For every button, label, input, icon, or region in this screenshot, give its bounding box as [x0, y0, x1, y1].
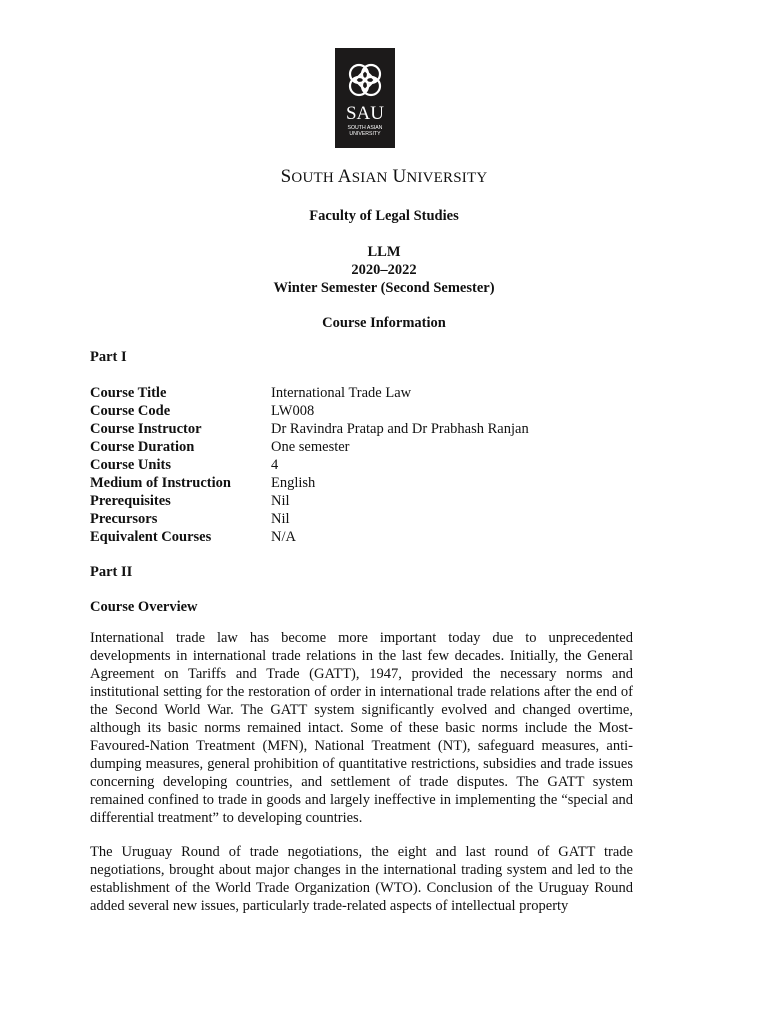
info-label: Medium of Instruction [90, 475, 231, 491]
info-value: Nil [271, 511, 290, 527]
info-label: Prerequisites [90, 493, 171, 509]
program-years: 2020–2022 [351, 262, 417, 278]
course-information-heading: Course Information [322, 315, 446, 331]
university-name-rest-2: SIAN [351, 170, 388, 186]
info-label: Course Duration [90, 439, 195, 455]
university-name-initial-3: U [392, 166, 407, 187]
university-name-initial-1: S [280, 166, 292, 187]
logo-abbreviation: SAU [345, 103, 385, 124]
info-value: Dr Ravindra Pratap and Dr Prabhash Ranjan [271, 421, 529, 437]
part-1-heading: Part I [90, 349, 127, 365]
info-label: Course Units [90, 457, 171, 473]
faculty-name: Faculty of Legal Studies [309, 208, 459, 224]
overview-paragraph-2: The Uruguay Round of trade negotiations, the eight and last round of GATT trade negotiations, brought about major changes in the international trading system and led to the establishment of the World Trade Organization (WTO). Conclusion of the Uruguay Round added several new issues, particularly trade-related aspects of intellectual property [90, 844, 633, 914]
info-value: International Trade Law [271, 385, 412, 401]
info-value: Nil [271, 493, 290, 509]
overview-paragraph-1: International trade law has become more important today due to unprecedented developments in international trade relations in the last few decades. Initially, the General Agreement on Tariffs and Trade (GATT), 1947, provided the necessary norms and institutional setting for the restoration of order in international trade relations after the end of the Second World War. The GATT system significantly evolved and changed overtime, although its basic norms remained intact. Some of these basic norms include the Most-Favoured-Nation Treatment (MFN), National Treatment (NT), safeguard measures, anti-dumping measures, general prohibition of quantitative restrictions, subsidies and trade issues concerning developing countries, and settlement of trade disputes. The GATT system remained confined to trade in goods and largely ineffective in implementing the “special and differential treatment” to developing countries. [90, 630, 633, 826]
semester-name: Winter Semester (Second Semester) [273, 280, 495, 296]
part-2-heading: Part II [90, 564, 133, 580]
info-value: One semester [271, 439, 350, 455]
info-label: Equivalent Courses [90, 529, 212, 545]
info-label: Precursors [90, 511, 158, 527]
program-name: LLM [367, 244, 401, 260]
info-value: LW008 [271, 403, 315, 419]
logo-line-2: UNIVERSITY [349, 131, 381, 137]
info-label: Course Code [90, 403, 171, 419]
info-value: English [271, 475, 316, 491]
info-label: Course Instructor [90, 421, 202, 437]
info-value: N/A [271, 529, 296, 545]
university-logo-graphic [335, 48, 395, 148]
info-value: 4 [271, 457, 279, 473]
course-overview-heading: Course Overview [90, 599, 198, 615]
info-label: Course Title [90, 385, 167, 401]
university-name-rest-1: OUTH [291, 170, 334, 186]
university-logo [335, 48, 395, 148]
university-name-rest-3: NIVERSITY [406, 170, 488, 186]
university-name [0, 166, 768, 188]
logo-line-1: SOUTH ASIAN [347, 125, 383, 131]
university-name-initial-2: A [337, 166, 352, 187]
